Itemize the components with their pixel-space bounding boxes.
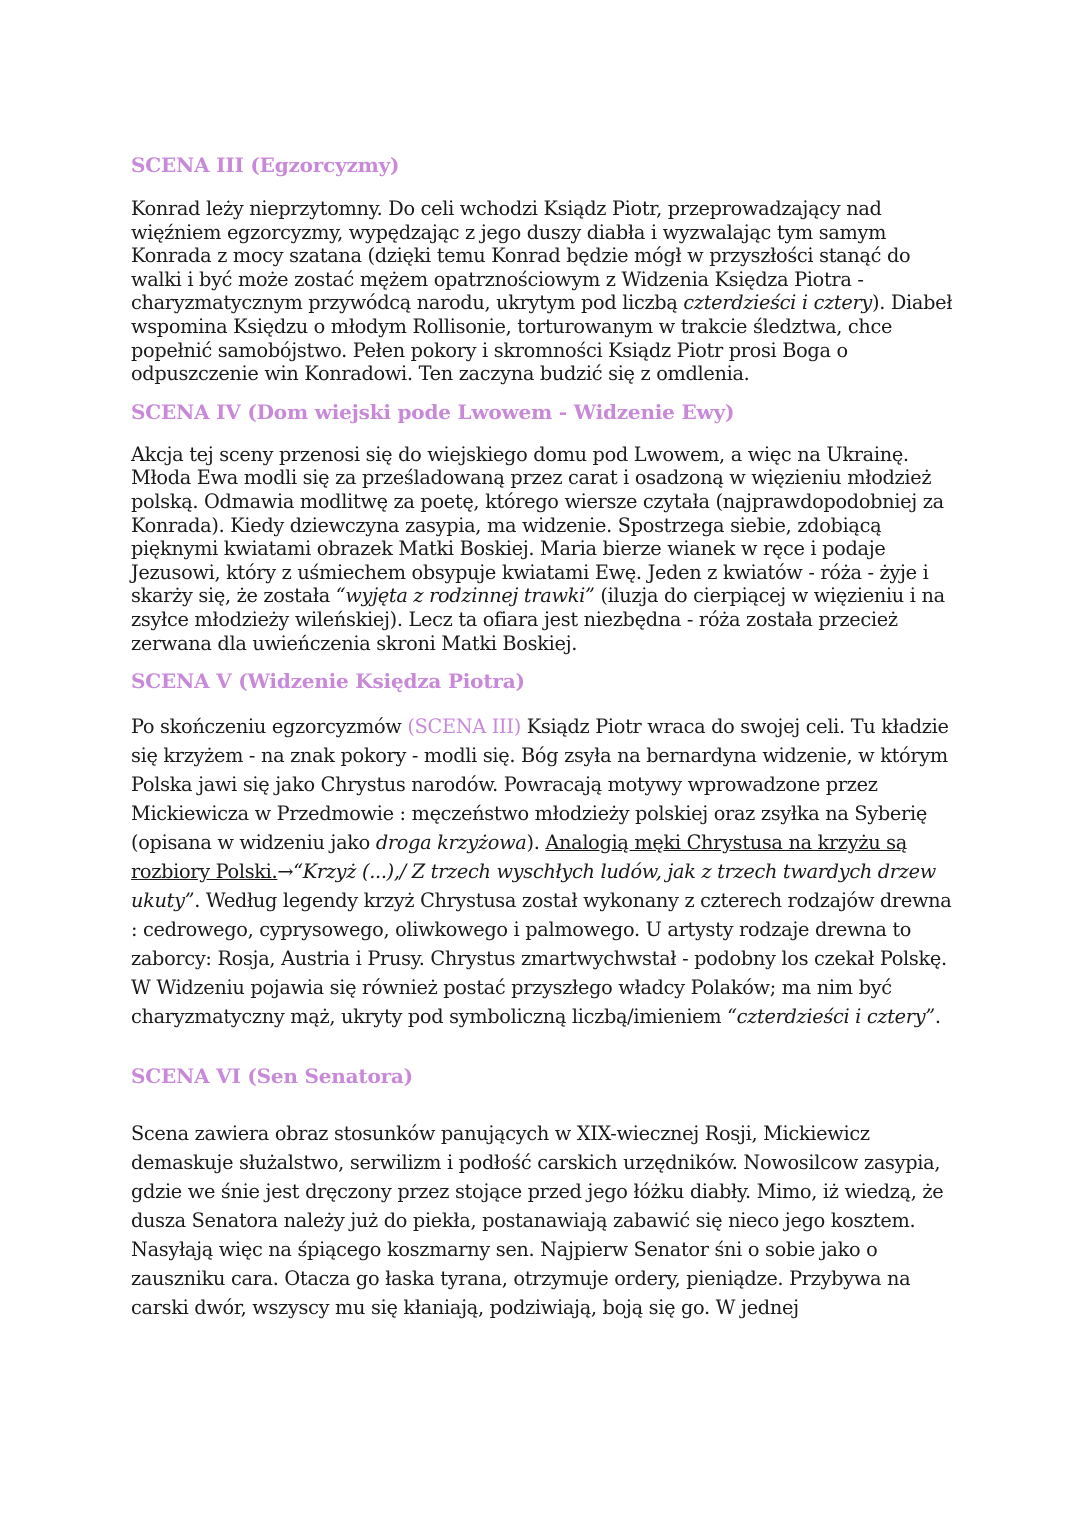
scene-4-heading: SCENA IV (Dom wiejski pode Lwowem - Widzenie Ewy) [131, 399, 735, 424]
scene-5-paragraph: Po skończeniu egzorcyzmów (SCENA III) Ksiądz Piotr wraca do swojej celi. Tu kładzie się krzyżem - na znak pokory - modli się. Bóg zsyła na bernardyna widzenie, w którym Polska jawi się jako Chrystus narodów. Powracają motywy wprowadzone przez Mickiewicza w Przedmowie : męczeństwo młodzieży polskiej oraz zsyłka na Syberię (opisana w widzeniu jako droga krzyżowa). Analogią męki Chrystusa na krzyżu są rozbiory Polski.→“Krzyż (...),/ Z trzech wyschłych ludów, jak z trzech twardych drzew ukuty”. Według legendy krzyż Chrystusa został wykonany z czterech rodzajów drewna : cedrowego, cyprysowego, oliwkowego i palmowego. U artysty rodzaje drewna to zaborcy: Rosja, Austria i Prusy. Chrystus zmartwychwstał - podobny los czekał Polskę. W Widzeniu pojawia się również postać przyszłego władcy Polaków; ma nim być charyzmatyczny mąż, ukryty pod symboliczną liczbą/imieniem “czterdzieści i cztery”. [131, 715, 952, 1029]
scene-3-reference: (SCENA III) [407, 715, 521, 739]
scene-3-heading: SCENA III (Egzorcyzmy) [131, 153, 400, 177]
underlined-analogy: Analogią męki Chrystusa na krzyżu są rozbiory Polski. [131, 831, 907, 884]
arrow-icon: → [277, 860, 294, 884]
scene-4-paragraph: Akcja tej sceny przenosi się do wiejskiego domu pod Lwowem, a więc na Ukrainę. Młoda Ewa modli się za prześladowaną przez carat i osadzoną w więzieniu młodzież polską. Odmawia modlitwę za poetę, którego wiersze czytała (najprawdopodobniej za Konrada). Kiedy dziewczyna zasypia, ma widzenie. Spostrzega siebie, zdobiącą pięknymi kwiatami obrazek Matki Boskiej. Maria bierze wianek w ręce i podaje Jezusowi, który z uśmiechem obsypuje kwiatami Ewę. Jeden z kwiatów - róża - żyje i skarży się, że została “wyjęta z rodzinnej trawki” (iluzja do cierpiącej w więzieniu i na zsyłce młodzieży wileńskiej). Lecz ta ofiara jest niezbędna - róża została przecież zerwana dla uwieńczenia skroni Matki Boskiej. [131, 442, 945, 655]
scene-3-paragraph: Konrad leży nieprzytomny. Do celi wchodzi Ksiądz Piotr, przeprowadzający nad więźniem egzorcyzmy, wypędzając z jego duszy diabła i wyzwalając tym samym Konrada z mocy szatana (dzięki temu Konrad będzie mógł w przyszłości stanąć do walki i być może zostać mężem opatrznościowym z Widzenia Księdza Piotra - charyzmatycznym przywódcą narodu, ukrytym pod liczbą czterdzieści i cztery). Diabeł wspomina Księdzu o młodym Rollisonie, torturowanym w trakcie śledztwa, chce popełnić samobójstwo. Pełen pokory i skromności Ksiądz Piotr prosi Boga o odpuszczenie win Konradowi. Ten zaczyna budzić się z omdlenia. [131, 197, 953, 386]
scene-5-heading: SCENA V (Widzenie Księdza Piotra) [131, 669, 525, 694]
scene-6-paragraph: Scena zawiera obraz stosunków panujących w XIX-wiecznej Rosji, Mickiewicz demaskuje służalstwo, serwilizm i podłość carskich urzędników. Nowosilcow zasypia, gdzie we śnie jest dręczony przez stojące przed jego łóżku diabły. Mimo, iż wiedzą, że dusza Senatora należy już do piekła, postanawiają zabawić się nieco jego kosztem. Nasyłają więc na śpiącego koszmarny sen. Najpierw Senator śni o sobie jako o zauszniku cara. Otacza go łaska tyrana, otrzymuje ordery, pieniądze. Przybywa na carski dwór, wszyscy mu się kłaniają, podziwiają, boją się go. W jednej [131, 1122, 944, 1320]
document-page [131, 150, 961, 1322]
scene-6-heading: SCENA VI (Sen Senatora) [131, 1064, 413, 1089]
